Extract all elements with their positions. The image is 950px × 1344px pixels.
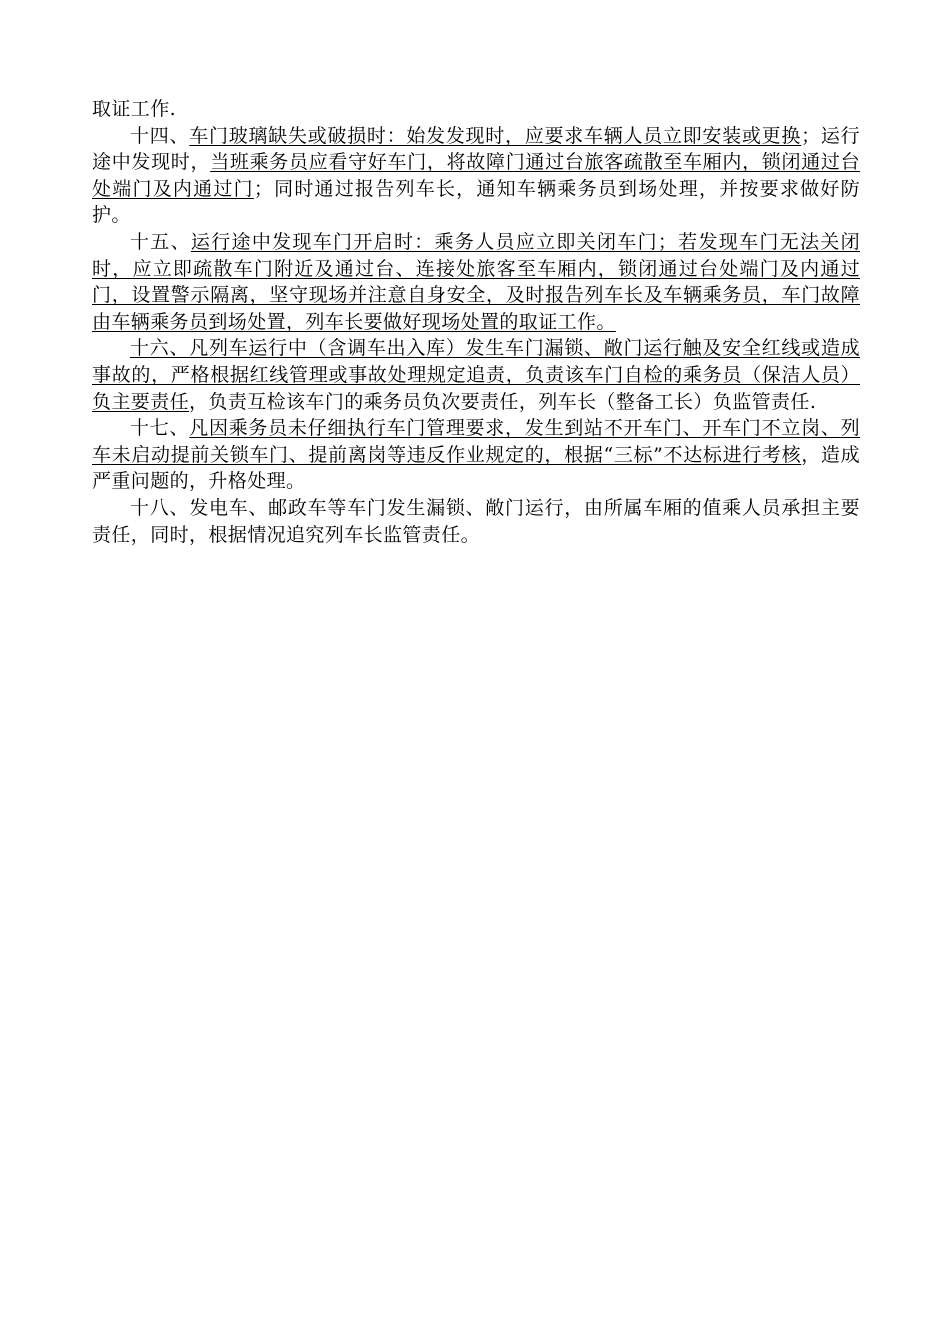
- underlined-text-segment: 车门玻璃缺失或破损时：始发发现时，应要求车辆人员立即安装或更换: [189, 124, 802, 147]
- underlined-text-segment: 当班乘务员应看守好车门，将故障门通过台旅客疏散至车厢内，锁闭通过台处端门及内通过门: [92, 151, 860, 200]
- paragraph-16: [92, 335, 860, 415]
- text-segment: 取证工作.: [92, 98, 177, 120]
- document-body: [92, 96, 860, 548]
- paragraph-15: [92, 229, 860, 335]
- text-segment: ；同时通过报告列车长，通知车辆乘务员到场处理，并按要求做好防护。: [92, 177, 860, 227]
- paragraph-continuation: [92, 96, 860, 123]
- text-segment: 十八、发电车、邮政车等车门发生漏锁、敞门运行，由所属车厢的值乘人员承担主要责任，同时，根据情况追究列车长监管责任。: [92, 496, 860, 546]
- text-segment: 十七、: [130, 417, 190, 440]
- text-segment: ；运行途中发现时，: [92, 124, 861, 174]
- text-segment: ，造成严重问题的，升格处理。: [92, 443, 860, 493]
- text-segment: 十五、: [130, 230, 191, 253]
- paragraph-18: [92, 495, 860, 548]
- paragraph-14: [92, 123, 860, 229]
- paragraph-17: [92, 415, 860, 495]
- text-segment: 十四、: [130, 124, 190, 147]
- text-segment: ，负责互检该车门的乘务员负次要责任，列车长（整备工长）负监管责任.: [189, 390, 817, 413]
- underlined-text-segment: 凡因乘务员未仔细执行车门管理要求，发生到站不开车门、开车门不立岗、列车未启动提前关锁车门、提前离岗等违反作业规定的，根据“三标”不达标进行考核: [92, 417, 860, 466]
- underlined-text-segment: 十六、凡列车运行中（含调车出入库）发生车门漏锁、敞门运行触及安全红线或造成事故的，严格根据红线管理或事故处理规定追责，负责该车门自检的乘务员（保洁人员）负主要责任: [92, 337, 860, 413]
- underlined-text-segment: 运行途中发现车门开启时：乘务人员应立即关闭车门；若发现车门无法关闭时，应立即疏散车门附近及通过台、连接处旅客至车厢内，锁闭通过台处端门及内通过门，设置警示隔离，坚守现场并注意自身安全，及时报告列车长及车辆乘务员，车门故障由车辆乘务员到场处置，列车长要做好现场处置的取证工作。: [92, 230, 861, 333]
